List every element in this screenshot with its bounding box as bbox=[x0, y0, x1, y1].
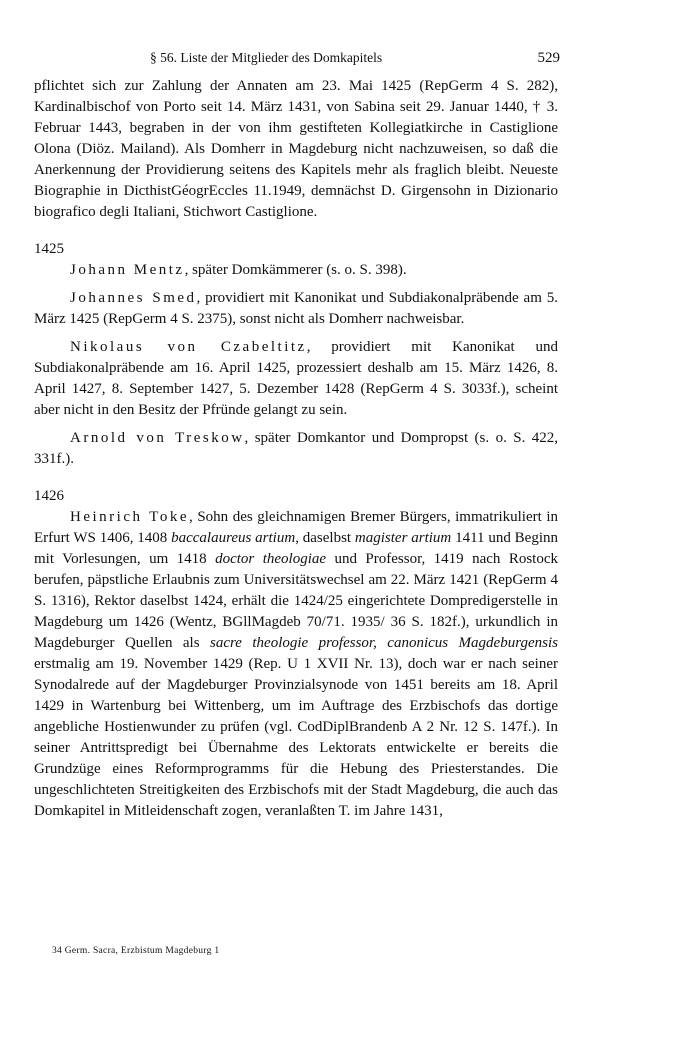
year-heading-1425: 1425 bbox=[34, 241, 64, 257]
entry-smed bbox=[34, 288, 558, 330]
entry-text: und Professor, 1419 nach Rostock berufen, päpstliche Erlaubnis zum Universitätswechsel am 22. März 1421 (RepGerm 4 S. 1316), Rektor daselbst 1424, erhält die 1424/25 eingerichtete Dompredigerstelle in Magdeburg um 1426 (Wentz, BGllMagdeb 70/71. 1935/ 36 S. 182f.), urkundlich in Magdeburger Quellen als bbox=[34, 551, 558, 651]
person-name: Arnold von Treskow bbox=[70, 430, 245, 446]
latin-term: sacre theologie professor, canonicus Magdeburgensis bbox=[210, 635, 558, 651]
person-name: Nikolaus von Czabeltitz bbox=[70, 339, 307, 355]
entry-text: , providiert mit Kanonikat und Subdiakonalpräbende am 5. März 1425 (RepGerm 4 S. 2375), sonst nicht als Domherr nachweisbar. bbox=[34, 290, 558, 327]
entry-czabeltitz bbox=[34, 337, 558, 421]
entry-text: , später Domkantor und Dompropst (s. o. S. 422, 331f.). bbox=[34, 430, 559, 467]
entry-text: , Sohn des gleichnamigen Bremer Bürgers, immatrikuliert in Erfurt WS 1406, 1408 bbox=[34, 509, 558, 546]
person-name: Johann Mentz bbox=[70, 262, 185, 278]
running-title: § 56. Liste der Mitglieder des Domkapitels bbox=[150, 50, 383, 65]
year-heading-1426: 1426 bbox=[34, 488, 64, 504]
entry-text: , später Domkämmerer (s. o. S. 398). bbox=[184, 262, 407, 278]
intro-paragraph: pflichtet sich zur Zahlung der Annaten am 23. Mai 1425 (RepGerm 4 S. 282), Kardinalbischof von Porto seit 14. März 1431, von Sabina seit 29. Januar 1440, † 3. Februar 1443, begraben in der von ihm gestifteten Kollegiatkirche in Castiglione Olona (Diöz. Mailand). Als Domherr in Magdeburg nicht nachzuweisen, so daß die Anerkennung der Providierung seitens des Kapitels mehr als fraglich bleibt. Neueste Biographie in DicthistGéogrEccles 11.1949, demnächst D. Girgensohn in Dizionario biografico degli Italiani, Stichwort Castiglione. bbox=[34, 78, 558, 220]
page-body bbox=[34, 76, 558, 822]
latin-term: doctor theologiae bbox=[215, 551, 327, 567]
entry-text: , providiert mit Kanonikat und Subdiakonalpräbende am 16. April 1425, prozessiert deshalb am 15. März 1426, 8. April 1427, 8. September 1427, 5. Dezember 1428 (RepGerm 4 S. 3033f.), scheint aber nicht in den Besitz der Pfründe gelangt zu sein. bbox=[34, 339, 559, 418]
entry-treskow bbox=[34, 428, 558, 470]
person-name: Heinrich Toke bbox=[70, 509, 190, 525]
person-name: Johannes Smed bbox=[70, 290, 197, 306]
entry-toke bbox=[34, 507, 558, 822]
entry-mentz bbox=[34, 260, 558, 281]
page-number: 529 bbox=[537, 50, 560, 66]
entry-text: 1411 und Beginn mit Vorlesungen, um 1418 bbox=[34, 530, 559, 567]
latin-term: magister artium bbox=[354, 530, 452, 546]
entry-text: erstmalig am 19. November 1429 (Rep. U 1 XVII Nr. 13), doch war er nach seiner Synodalrede auf der Magdeburger Provinzialsynode von 1451 bereits am 18. April 1429 in Wartenburg bei Wittenberg, um im Auftrage des Erzbischofs das dortige angebliche Hostienwunder zu prüfen (vgl. CodDiplBrandenb A 2 Nr. 12 S. 147f.). In seiner Antrittspredigt bei Übernahme des Lektorats entwickelte er bereits die Grundzüge eines Reformprogramms für die Hebung des Priesterstandes. Die ungeschlichteten Streitigkeiten des Erzbischofs mit der Stadt Magdeburg, die auch das Domkapitel in Mitleidenschaft zogen, veranlaßten T. im Jahre 1431, bbox=[34, 656, 558, 819]
latin-term: baccalaureus artium bbox=[171, 530, 296, 546]
entry-text: , daselbst bbox=[295, 530, 355, 546]
running-header bbox=[150, 50, 560, 67]
printer-signature: 34 Germ. Sacra, Erzbistum Magdeburg 1 bbox=[52, 946, 220, 956]
